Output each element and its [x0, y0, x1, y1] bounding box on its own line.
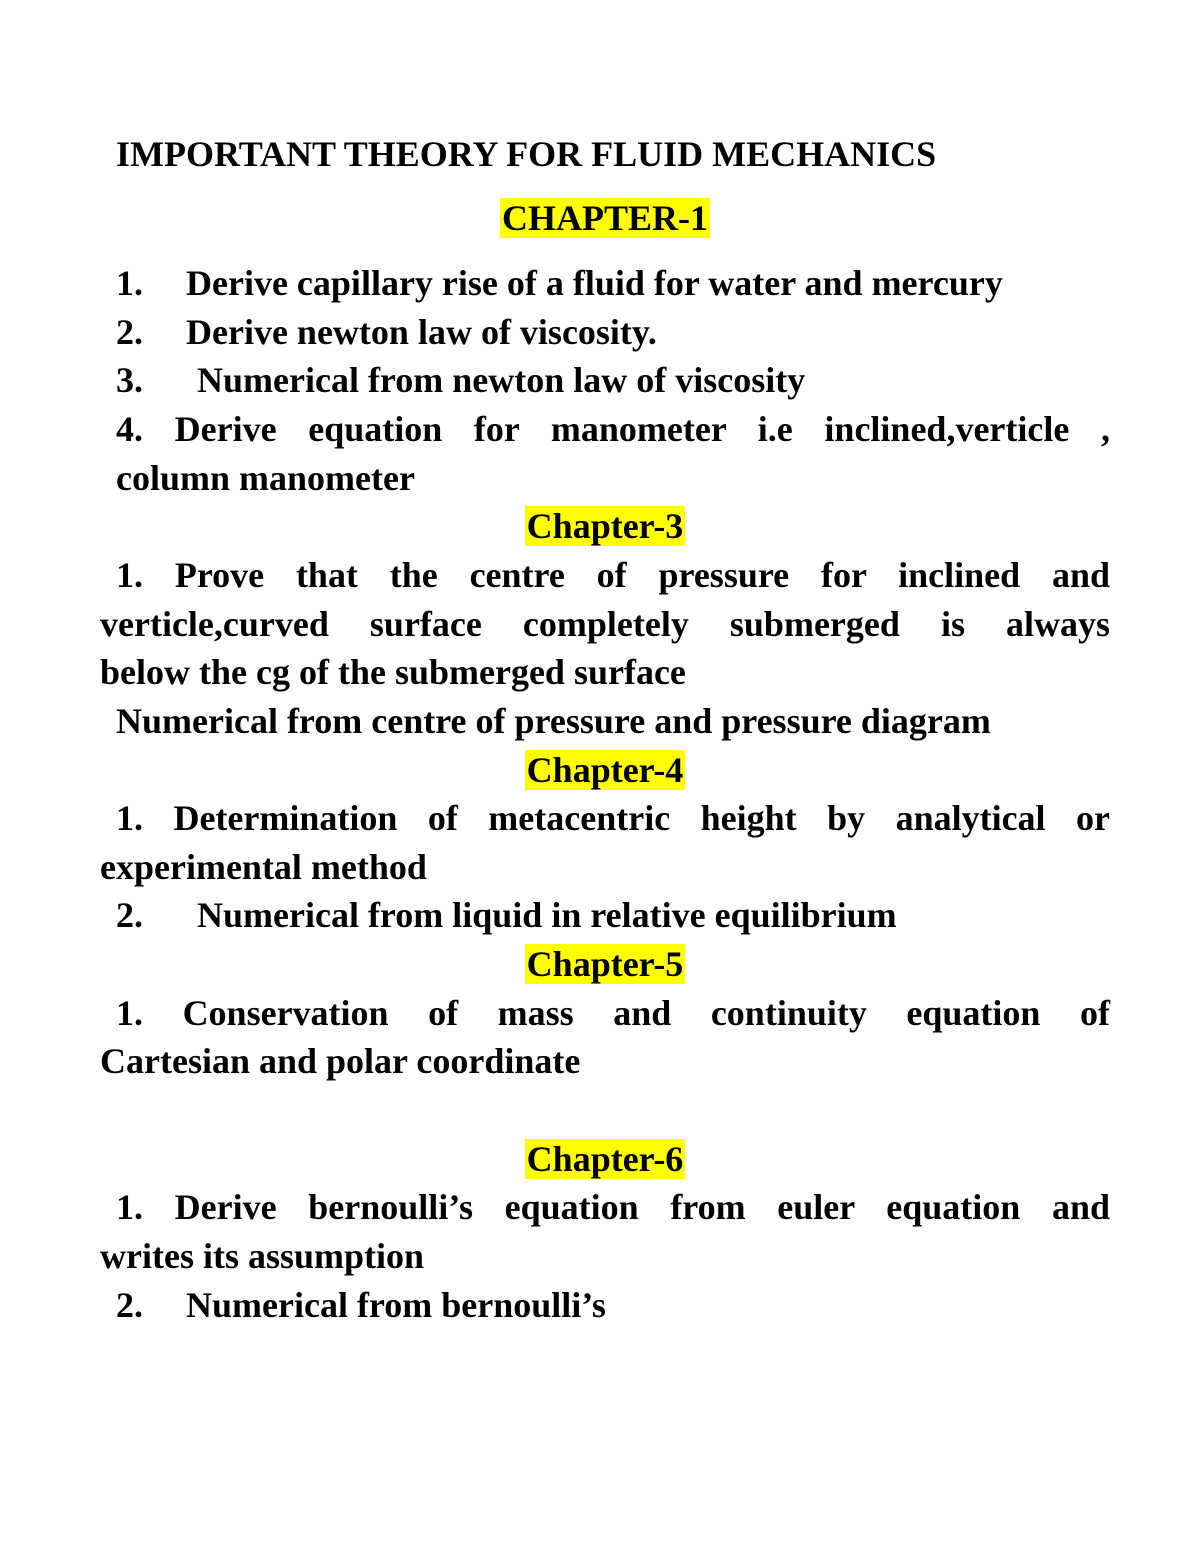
chapter-6-item-2: 2. Numerical from bernoulli’s — [116, 1285, 606, 1325]
chapter-3-item-1-line-3: below the cg of the submerged surface — [100, 652, 686, 692]
chapter-6-item-1-line-2: writes its assumption — [100, 1236, 425, 1276]
chapter-6-heading: Chapter-6 — [526, 1139, 684, 1179]
chapter-1-item-3: 3. Numerical from newton law of viscosity — [116, 360, 806, 400]
chapter-4-heading: Chapter-4 — [526, 750, 684, 790]
chapter-1-heading: CHAPTER-1 — [502, 198, 708, 238]
chapter-1-item-2: 2. Derive newton law of viscosity. — [116, 312, 657, 352]
chapter-5-item-1-line-1: 1. Conservation of mass and continuity equation of — [116, 993, 1110, 1033]
chapter-3-item-2: Numerical from centre of pressure and pressure diagram — [116, 701, 991, 741]
chapter-6-item-1-line-1: 1. Derive bernoulli’s equation from euler equation and — [116, 1187, 1110, 1227]
chapter-5-item-1-line-2: Cartesian and polar coordinate — [100, 1041, 581, 1081]
chapter-1-item-4-line-1: 4. Derive equation for manometer i.e inclined,verticle , — [116, 409, 1110, 449]
chapter-4-item-1-line-1: 1. Determination of metacentric height by analytical or — [116, 798, 1110, 838]
chapter-3-item-1-line-1: 1. Prove that the centre of pressure for inclined and — [116, 555, 1111, 595]
chapter-1-item-1: 1. Derive capillary rise of a fluid for water and mercury — [116, 263, 1003, 303]
chapter-5-heading: Chapter-5 — [526, 944, 684, 984]
chapter-3-item-1-line-2: verticle,curved surface completely submerged is always — [100, 604, 1110, 644]
chapter-4-item-2: 2. Numerical from liquid in relative equilibrium — [116, 895, 897, 935]
chapter-1-item-4-line-2: column manometer — [116, 458, 415, 498]
chapter-4-item-1-line-2: experimental method — [100, 847, 427, 887]
chapter-3-heading: Chapter-3 — [526, 506, 684, 546]
document-title: IMPORTANT THEORY FOR FLUID MECHANICS — [116, 134, 937, 174]
